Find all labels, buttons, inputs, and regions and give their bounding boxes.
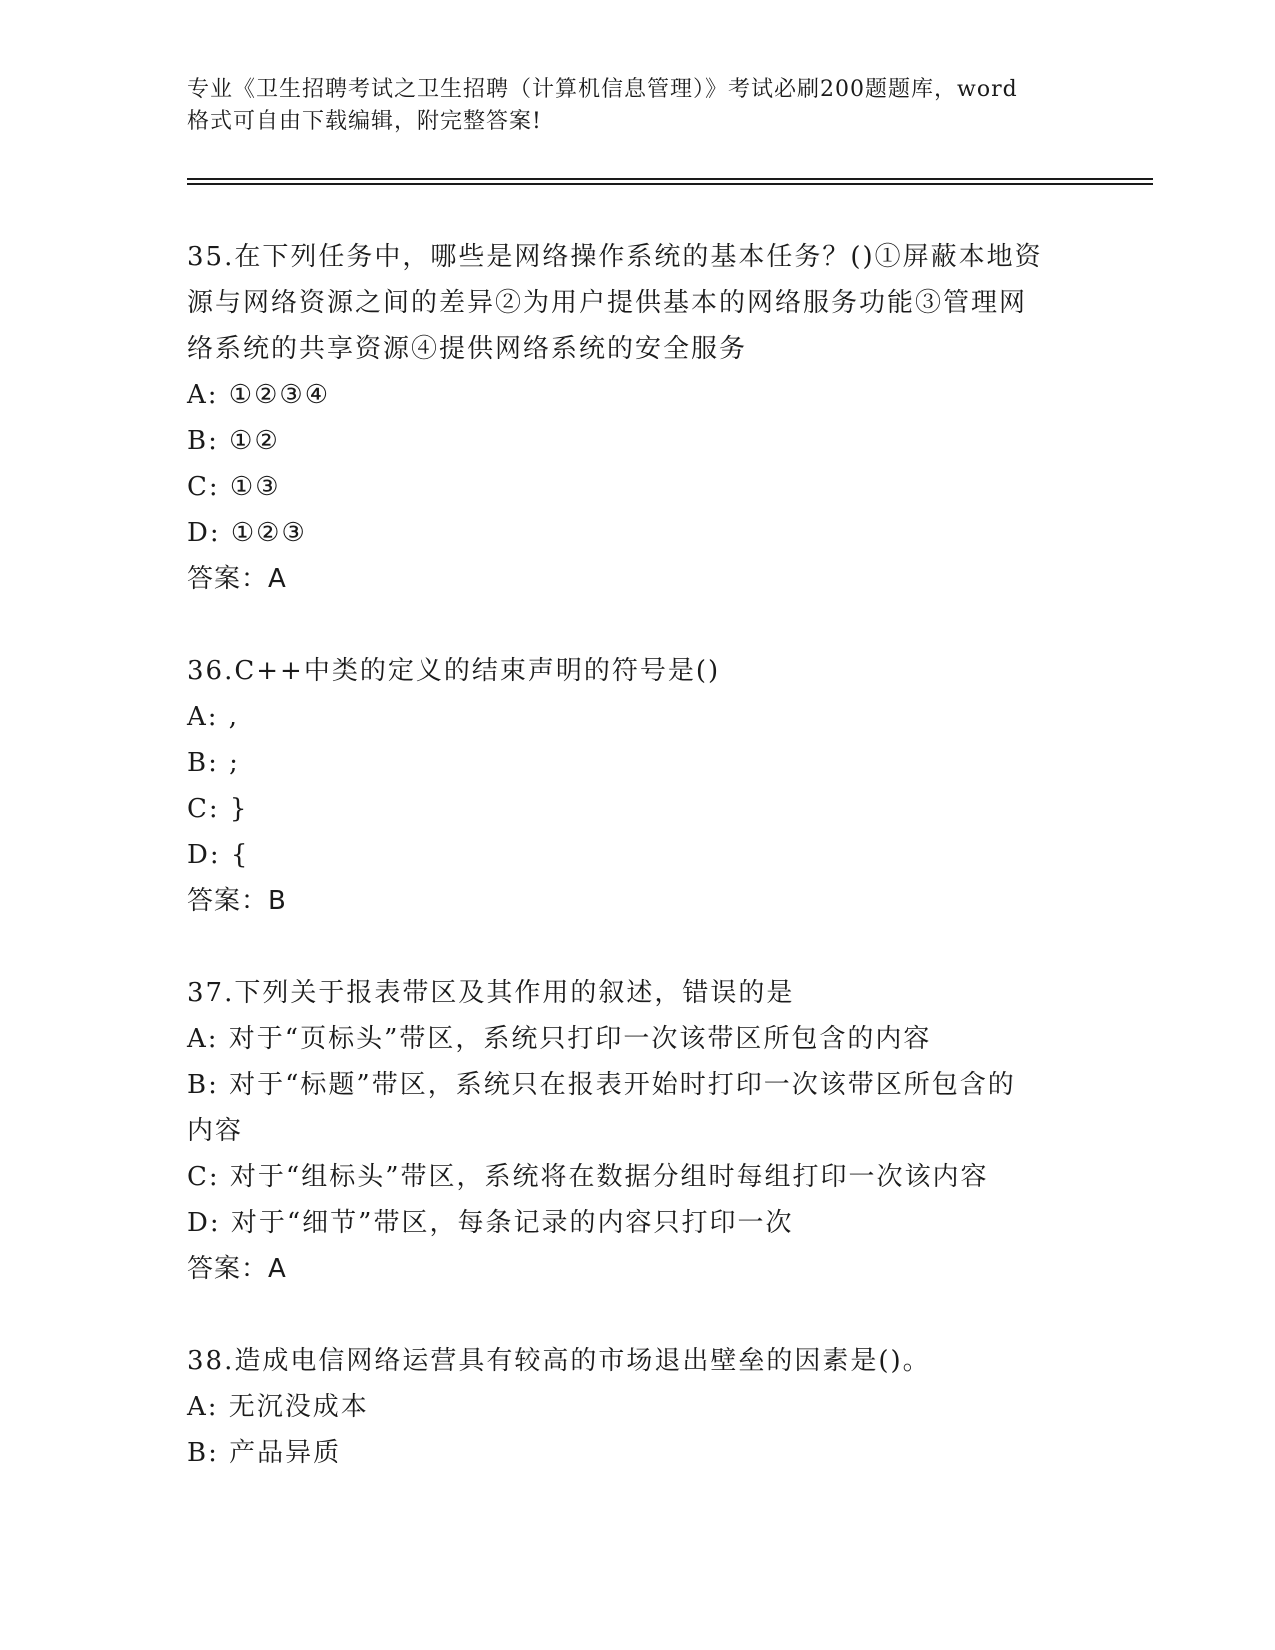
option-d: D: { (187, 840, 250, 870)
header-rule-top (187, 178, 1153, 180)
document-header (187, 74, 1107, 138)
answer-key: 答案：B (187, 886, 287, 916)
question-37 (187, 970, 1087, 1292)
option-a: A: 无沉没成本 (187, 1392, 369, 1422)
option-b-continued: 内容 (187, 1116, 244, 1146)
option-a: A: , (187, 702, 240, 732)
answer-key: 答案：A (187, 1254, 287, 1284)
question-36 (187, 648, 1087, 924)
option-a: A: ①②③④ (187, 380, 331, 410)
question-38 (187, 1338, 1087, 1476)
option-c: C: } (187, 794, 249, 824)
option-b: B: 对于“标题”带区，系统只在报表开始时打印一次该带区所包含的 (187, 1070, 1016, 1100)
question-stem-line: 36.C++中类的定义的结束声明的符号是() (187, 656, 721, 686)
question-stem-line: 37.下列关于报表带区及其作用的叙述，错误的是 (187, 978, 795, 1008)
header-line-2: 格式可自由下载编辑，附完整答案! (187, 109, 542, 134)
question-35 (187, 234, 1087, 602)
header-rule-bottom (187, 183, 1153, 185)
option-b: B: ; (187, 748, 240, 778)
question-stem-line: 38.造成电信网络运营具有较高的市场退出壁垒的因素是()。 (187, 1346, 931, 1376)
header-line-1: 专业《卫生招聘考试之卫生招聘（计算机信息管理）》考试必刷200题题库，word (187, 77, 1018, 102)
option-b: B: 产品异质 (187, 1438, 342, 1468)
option-d: D: ①②③ (187, 518, 307, 548)
option-c: C: ①③ (187, 472, 281, 502)
question-stem-line: 络系统的共享资源④提供网络系统的安全服务 (187, 334, 748, 364)
question-stem-line: 源与网络资源之间的差异②为用户提供基本的网络服务功能③管理网 (187, 288, 1028, 318)
question-stem-line: 35.在下列任务中，哪些是网络操作系统的基本任务？()①屏蔽本地资 (187, 242, 1043, 272)
answer-key: 答案：A (187, 564, 287, 594)
option-a: A: 对于“页标头”带区，系统只打印一次该带区所包含的内容 (187, 1024, 932, 1054)
question-list (187, 234, 1087, 1522)
option-d: D: 对于“细节”带区，每条记录的内容只打印一次 (187, 1208, 794, 1238)
option-b: B: ①② (187, 426, 280, 456)
option-c: C: 对于“组标头”带区，系统将在数据分组时每组打印一次该内容 (187, 1162, 989, 1192)
